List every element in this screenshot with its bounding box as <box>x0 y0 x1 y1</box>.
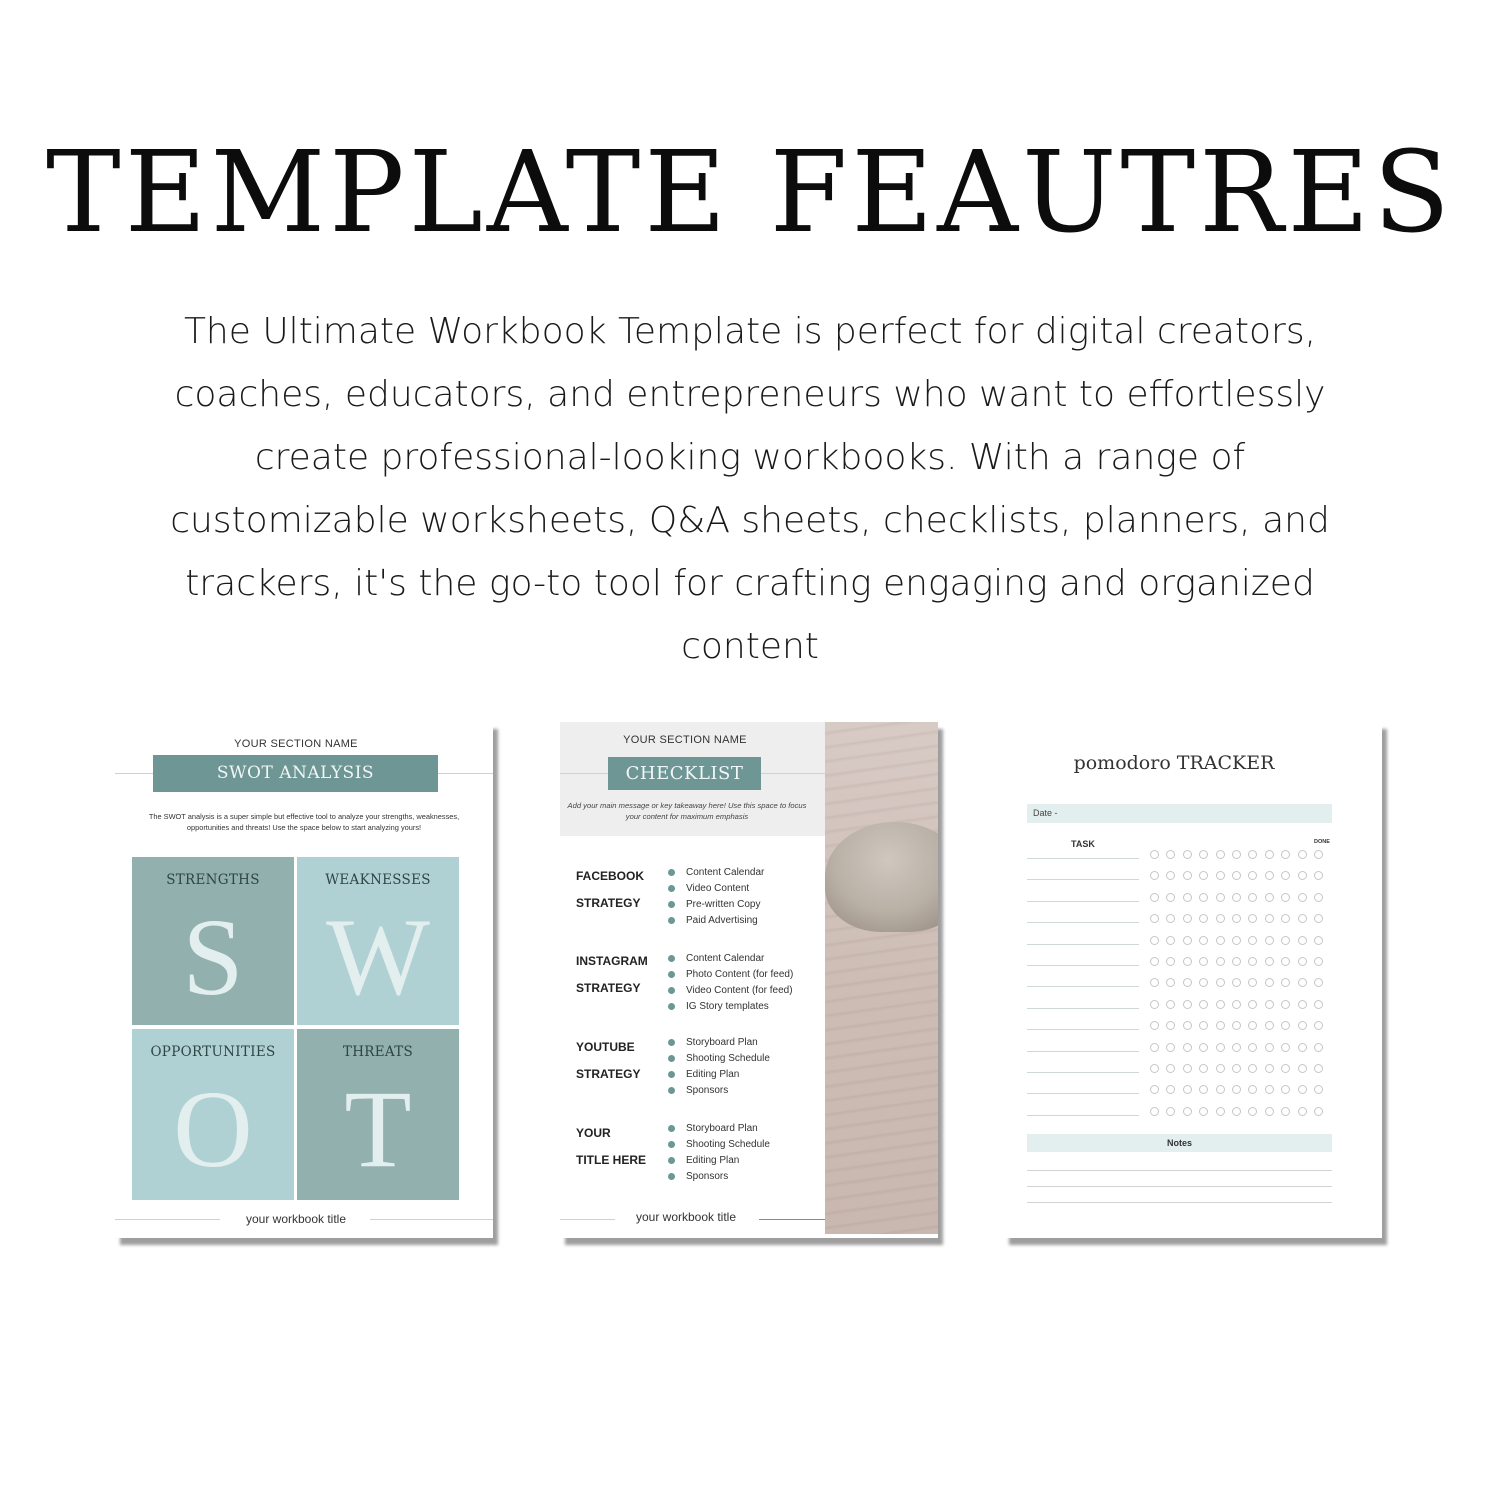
pomodoro-circle[interactable] <box>1248 871 1257 880</box>
pomodoro-circle[interactable] <box>1281 1064 1290 1073</box>
pomodoro-circle[interactable] <box>1232 850 1241 859</box>
pomodoro-circle[interactable] <box>1166 1043 1175 1052</box>
list-item[interactable]: Editing Plan <box>668 1067 770 1083</box>
quadrant-label: OPPORTUNITIES <box>150 1044 276 1060</box>
group-title: FACEBOOK STRATEGY <box>576 869 645 910</box>
pomodoro-circle[interactable] <box>1298 978 1307 987</box>
pomodoro-circle[interactable] <box>1232 1021 1241 1030</box>
pomodoro-circle[interactable] <box>1298 1043 1307 1052</box>
quadrant-letter: W <box>326 896 430 1018</box>
task-line[interactable] <box>1027 922 1139 923</box>
pomodoro-circle[interactable] <box>1314 914 1323 923</box>
task-line[interactable] <box>1027 901 1139 902</box>
pomodoro-circle[interactable] <box>1199 936 1208 945</box>
quadrant-label: THREATS <box>342 1044 414 1060</box>
pomodoro-circle[interactable] <box>1281 1000 1290 1009</box>
pomodoro-circle[interactable] <box>1199 957 1208 966</box>
pomodoro-circle[interactable] <box>1150 1000 1159 1009</box>
pomodoro-circle[interactable] <box>1248 1107 1257 1116</box>
pomodoro-circle[interactable] <box>1216 978 1225 987</box>
pomodoro-circle[interactable] <box>1166 914 1175 923</box>
pomodoro-circle[interactable] <box>1183 1000 1192 1009</box>
pomodoro-circle[interactable] <box>1265 914 1274 923</box>
pomodoro-circle[interactable] <box>1298 957 1307 966</box>
task-line[interactable] <box>1027 986 1139 987</box>
pomodoro-circle[interactable] <box>1166 1085 1175 1094</box>
pomodoro-circle[interactable] <box>1199 1021 1208 1030</box>
tracker-title: pomodoro TRACKER <box>1073 752 1275 774</box>
pomodoro-circle[interactable] <box>1183 871 1192 880</box>
pomodoro-circle[interactable] <box>1199 1107 1208 1116</box>
list-item[interactable]: Sponsors <box>668 1083 770 1099</box>
pomodoro-circle[interactable] <box>1298 850 1307 859</box>
pomodoro-circle[interactable] <box>1298 1107 1307 1116</box>
pomodoro-circle[interactable] <box>1298 1064 1307 1073</box>
pomodoro-circle[interactable] <box>1298 936 1307 945</box>
task-line[interactable] <box>1027 1051 1139 1052</box>
swot-quadrant-threats <box>297 1029 459 1200</box>
list-item[interactable]: Pre-written Copy <box>668 897 764 913</box>
list-item[interactable]: Content Calendar <box>668 951 793 967</box>
task-line[interactable] <box>1027 1029 1139 1030</box>
pomodoro-circle[interactable] <box>1150 1043 1159 1052</box>
pomodoro-circle[interactable] <box>1232 1085 1241 1094</box>
pomodoro-circle[interactable] <box>1216 1021 1225 1030</box>
group-title: YOUR TITLE HERE <box>576 1126 647 1167</box>
group-title: INSTAGRAM STRATEGY <box>576 954 648 995</box>
task-line[interactable] <box>1027 1115 1139 1116</box>
pomodoro-circle[interactable] <box>1216 936 1225 945</box>
checklist-description: Add your main message or key takeaway here! Use this space to focus your content for maximum emphasis <box>567 801 807 821</box>
checklist-group <box>668 951 793 1015</box>
pomodoro-circle[interactable] <box>1216 871 1225 880</box>
pomodoro-circle[interactable] <box>1248 1021 1257 1030</box>
swot-quadrant-weaknesses <box>297 857 459 1025</box>
notes-line[interactable] <box>1027 1186 1332 1187</box>
list-item[interactable]: Shooting Schedule <box>668 1137 770 1153</box>
pomodoro-circle[interactable] <box>1199 978 1208 987</box>
section-name: YOUR SECTION NAME <box>623 734 747 746</box>
list-item[interactable]: Photo Content (for feed) <box>668 967 793 983</box>
pomodoro-circle[interactable] <box>1248 957 1257 966</box>
pomodoro-circle[interactable] <box>1166 1021 1175 1030</box>
pomodoro-circle[interactable] <box>1265 936 1274 945</box>
pomodoro-circle[interactable] <box>1232 893 1241 902</box>
pomodoro-circle[interactable] <box>1199 1085 1208 1094</box>
pomodoro-circle[interactable] <box>1281 957 1290 966</box>
pomodoro-tracker-page <box>1004 722 1382 1238</box>
pomodoro-circle[interactable] <box>1314 1064 1323 1073</box>
pomodoro-circle[interactable] <box>1281 1085 1290 1094</box>
pomodoro-circle[interactable] <box>1183 1085 1192 1094</box>
pomodoro-circle[interactable] <box>1314 936 1323 945</box>
pomodoro-circle[interactable] <box>1298 893 1307 902</box>
pomodoro-circle[interactable] <box>1150 957 1159 966</box>
swot-banner: SWOT ANALYSIS <box>153 755 438 792</box>
pomodoro-circle[interactable] <box>1150 1064 1159 1073</box>
pomodoro-circle[interactable] <box>1183 850 1192 859</box>
list-item[interactable]: Shooting Schedule <box>668 1051 770 1067</box>
pomodoro-circle[interactable] <box>1232 1107 1241 1116</box>
pomodoro-circle[interactable] <box>1150 978 1159 987</box>
pomodoro-circle[interactable] <box>1166 1000 1175 1009</box>
swot-description: The SWOT analysis is a super simple but effective tool to analyze your strengths, weaknesses, opportunities and threats! Use the space below to start analyzing yours! <box>148 812 460 832</box>
pomodoro-circle[interactable] <box>1183 914 1192 923</box>
pomodoro-circle[interactable] <box>1183 893 1192 902</box>
list-item[interactable]: Video Content <box>668 881 764 897</box>
pomodoro-circle[interactable] <box>1232 1064 1241 1073</box>
pomodoro-circle[interactable] <box>1314 1085 1323 1094</box>
pomodoro-circle[interactable] <box>1248 1085 1257 1094</box>
pomodoro-circle[interactable] <box>1265 978 1274 987</box>
pomodoro-circle[interactable] <box>1216 1107 1225 1116</box>
sand-photo <box>825 722 938 1234</box>
pomodoro-circle[interactable] <box>1232 914 1241 923</box>
pomodoro-circle[interactable] <box>1199 914 1208 923</box>
task-line[interactable] <box>1027 858 1139 859</box>
pomodoro-circle[interactable] <box>1150 1107 1159 1116</box>
quadrant-letter: S <box>182 896 244 1018</box>
pomodoro-circle[interactable] <box>1150 893 1159 902</box>
pomodoro-circle[interactable] <box>1216 957 1225 966</box>
pomodoro-circle[interactable] <box>1265 871 1274 880</box>
pomodoro-circle[interactable] <box>1150 1021 1159 1030</box>
pomodoro-circle[interactable] <box>1265 957 1274 966</box>
pomodoro-circle[interactable] <box>1298 1021 1307 1030</box>
pomodoro-circle[interactable] <box>1232 936 1241 945</box>
pomodoro-circle[interactable] <box>1248 978 1257 987</box>
pomodoro-circle[interactable] <box>1166 871 1175 880</box>
pomodoro-circle[interactable] <box>1265 1085 1274 1094</box>
quadrant-label: WEAKNESSES <box>325 872 431 888</box>
pomodoro-circle[interactable] <box>1281 978 1290 987</box>
pomodoro-circle[interactable] <box>1298 1085 1307 1094</box>
pomodoro-circle[interactable] <box>1314 978 1323 987</box>
list-item[interactable]: IG Story templates <box>668 999 793 1015</box>
pomodoro-circle[interactable] <box>1248 936 1257 945</box>
swot-quadrant-strengths <box>132 857 294 1025</box>
quadrant-label: STRENGTHS <box>166 872 260 888</box>
intro-paragraph: The Ultimate Workbook Template is perfect for digital creators, coaches, educators, and entrepreneurs who want to effortlessly create professional-looking workbooks. With a range of customizable worksheets, Q&A sheets, checklists, planners, and trackers, it's the go-to tool for crafting engaging and organized content <box>170 311 1330 667</box>
pomodoro-circle[interactable] <box>1298 1000 1307 1009</box>
pomodoro-circle[interactable] <box>1281 871 1290 880</box>
pomodoro-circle[interactable] <box>1232 871 1241 880</box>
task-line[interactable] <box>1027 1008 1139 1009</box>
list-item[interactable]: Video Content (for feed) <box>668 983 793 999</box>
pomodoro-circle[interactable] <box>1166 1064 1175 1073</box>
pomodoro-circle[interactable] <box>1314 1107 1323 1116</box>
pomodoro-circle[interactable] <box>1199 1000 1208 1009</box>
pomodoro-circle[interactable] <box>1281 893 1290 902</box>
pomodoro-circle[interactable] <box>1183 1021 1192 1030</box>
pomodoro-circle[interactable] <box>1232 1043 1241 1052</box>
pomodoro-circle[interactable] <box>1150 936 1159 945</box>
pomodoro-circle[interactable] <box>1232 957 1241 966</box>
pomodoro-circle[interactable] <box>1183 1043 1192 1052</box>
pomodoro-circle[interactable] <box>1183 957 1192 966</box>
pomodoro-circle[interactable] <box>1183 978 1192 987</box>
pomodoro-circle[interactable] <box>1183 1107 1192 1116</box>
pomodoro-circle[interactable] <box>1232 1000 1241 1009</box>
pomodoro-circle[interactable] <box>1248 893 1257 902</box>
list-item[interactable]: Editing Plan <box>668 1153 770 1169</box>
pomodoro-circle[interactable] <box>1314 871 1323 880</box>
pomodoro-circle[interactable] <box>1216 914 1225 923</box>
pomodoro-circle[interactable] <box>1298 914 1307 923</box>
pomodoro-circle[interactable] <box>1216 1000 1225 1009</box>
pomodoro-circle[interactable] <box>1314 1043 1323 1052</box>
pomodoro-circle[interactable] <box>1314 1000 1323 1009</box>
task-line[interactable] <box>1027 965 1139 966</box>
notes-header: Notes <box>1027 1134 1332 1152</box>
checklist-group <box>668 1121 770 1185</box>
pomodoro-circle[interactable] <box>1248 1000 1257 1009</box>
pomodoro-circle[interactable] <box>1183 1064 1192 1073</box>
pomodoro-circle[interactable] <box>1265 1021 1274 1030</box>
pomodoro-circle[interactable] <box>1281 1043 1290 1052</box>
pomodoro-circle[interactable] <box>1216 1085 1225 1094</box>
pomodoro-circle[interactable] <box>1248 1043 1257 1052</box>
section-name: YOUR SECTION NAME <box>234 738 358 750</box>
quadrant-letter: O <box>173 1068 253 1190</box>
pomodoro-circle[interactable] <box>1166 1107 1175 1116</box>
pomodoro-circle[interactable] <box>1166 978 1175 987</box>
list-item[interactable]: Sponsors <box>668 1169 770 1185</box>
pomodoro-circle[interactable] <box>1314 957 1323 966</box>
notes-line[interactable] <box>1027 1202 1332 1203</box>
pomodoro-circle[interactable] <box>1150 850 1159 859</box>
pomodoro-circle[interactable] <box>1314 850 1323 859</box>
checklist-header <box>560 722 825 836</box>
pomodoro-circle[interactable] <box>1265 1064 1274 1073</box>
pomodoro-circle[interactable] <box>1166 850 1175 859</box>
pomodoro-circle[interactable] <box>1183 936 1192 945</box>
pomodoro-circle[interactable] <box>1166 936 1175 945</box>
pomodoro-circle[interactable] <box>1265 850 1274 859</box>
pomodoro-circle[interactable] <box>1216 1064 1225 1073</box>
task-line[interactable] <box>1027 879 1139 880</box>
pomodoro-circle[interactable] <box>1199 893 1208 902</box>
pomodoro-circle[interactable] <box>1199 871 1208 880</box>
pomodoro-circle[interactable] <box>1248 914 1257 923</box>
pomodoro-circle[interactable] <box>1265 893 1274 902</box>
pomodoro-circle[interactable] <box>1216 1043 1225 1052</box>
pomodoro-circle[interactable] <box>1248 850 1257 859</box>
quadrant-letter: T <box>344 1068 412 1190</box>
workbook-footer: your workbook title <box>245 1212 347 1226</box>
checklist-group <box>668 1035 770 1099</box>
date-field[interactable]: Date - <box>1027 804 1332 823</box>
pomodoro-circle[interactable] <box>1166 893 1175 902</box>
pomodoro-circle[interactable] <box>1150 1085 1159 1094</box>
pomodoro-circle[interactable] <box>1281 1021 1290 1030</box>
pomodoro-circle[interactable] <box>1265 1000 1274 1009</box>
pomodoro-circle[interactable] <box>1281 850 1290 859</box>
pomodoro-circle[interactable] <box>1281 1107 1290 1116</box>
checklist-page <box>560 722 938 1238</box>
task-header: TASK <box>1071 839 1095 849</box>
list-item[interactable]: Storyboard Plan <box>668 1035 770 1051</box>
pomodoro-circle[interactable] <box>1199 1043 1208 1052</box>
done-header: DONE <box>1314 839 1330 845</box>
pomodoro-circle[interactable] <box>1265 1107 1274 1116</box>
pomodoro-circle[interactable] <box>1314 1021 1323 1030</box>
checklist-group <box>668 865 764 929</box>
workbook-footer: your workbook title <box>635 1210 737 1224</box>
notes-line[interactable] <box>1027 1170 1332 1171</box>
task-line[interactable] <box>1027 1072 1139 1073</box>
pomodoro-circle[interactable] <box>1199 850 1208 859</box>
list-item[interactable]: Content Calendar <box>668 865 764 881</box>
list-item[interactable]: Storyboard Plan <box>668 1121 770 1137</box>
headline: TEMPLATE FEAUTRES <box>46 128 1454 258</box>
pomodoro-circle[interactable] <box>1265 1043 1274 1052</box>
pomodoro-circle[interactable] <box>1150 871 1159 880</box>
swot-analysis-page <box>115 722 493 1238</box>
pomodoro-circle[interactable] <box>1248 1064 1257 1073</box>
list-item[interactable]: Paid Advertising <box>668 913 764 929</box>
swot-quadrant-opportunities <box>132 1029 294 1200</box>
pomodoro-circle[interactable] <box>1150 914 1159 923</box>
pomodoro-circle[interactable] <box>1298 871 1307 880</box>
pomodoro-circle[interactable] <box>1216 893 1225 902</box>
pomodoro-circle[interactable] <box>1216 850 1225 859</box>
pomodoro-circle[interactable] <box>1314 893 1323 902</box>
group-title: YOUTUBE STRATEGY <box>576 1040 641 1081</box>
pomodoro-circle[interactable] <box>1281 936 1290 945</box>
task-line[interactable] <box>1027 944 1139 945</box>
pomodoro-circle[interactable] <box>1281 914 1290 923</box>
pomodoro-circle[interactable] <box>1199 1064 1208 1073</box>
pomodoro-circle[interactable] <box>1232 978 1241 987</box>
pomodoro-circle[interactable] <box>1166 957 1175 966</box>
task-line[interactable] <box>1027 1093 1139 1094</box>
checklist-banner: CHECKLIST <box>608 757 761 790</box>
